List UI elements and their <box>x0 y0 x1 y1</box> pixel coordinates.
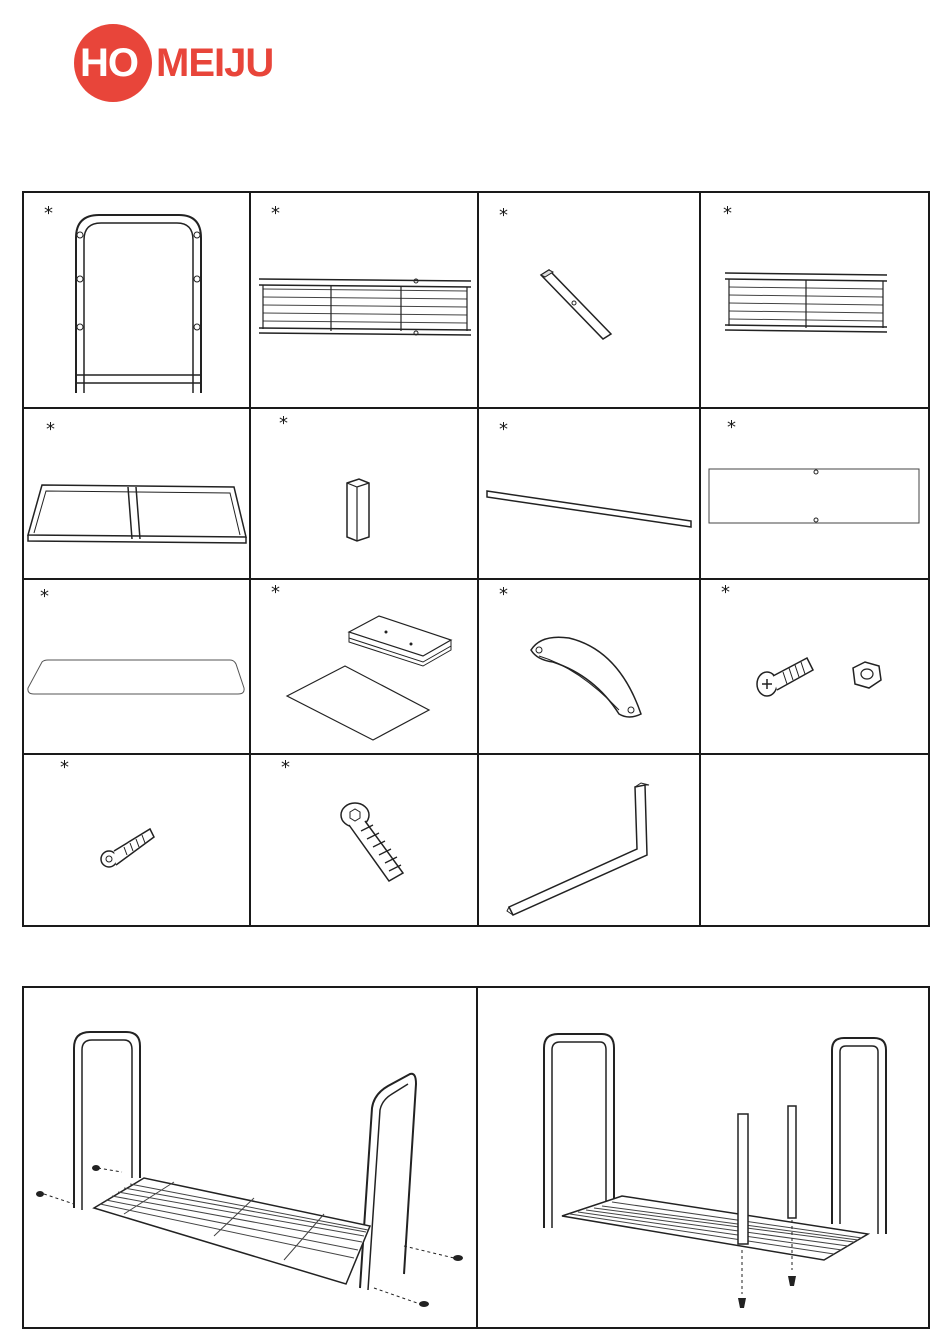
part-marker: * <box>60 757 69 778</box>
hex-bolt-long-illustration <box>251 755 477 927</box>
part-marker: * <box>499 584 508 605</box>
long-rod-illustration <box>479 409 699 578</box>
part-marker: * <box>46 419 55 440</box>
part-cell-flat-panel <box>701 409 930 578</box>
sheets-illustration <box>251 580 477 753</box>
part-cell-hex-bolt-short <box>24 755 249 927</box>
assembly-step-1-illustration <box>24 988 476 1327</box>
part-marker: * <box>40 586 49 607</box>
allen-key-illustration <box>479 755 699 927</box>
part-marker: * <box>271 203 280 224</box>
part-marker: * <box>723 203 732 224</box>
small-shelf-illustration <box>701 193 930 407</box>
brand-logo <box>74 22 294 104</box>
part-marker: * <box>281 757 290 778</box>
part-cell-base-frame <box>24 409 249 578</box>
upright-post-illustration <box>251 409 477 578</box>
part-cell-small-shelf <box>701 193 930 407</box>
part-cell-long-rod <box>479 409 699 578</box>
part-marker: * <box>727 417 736 438</box>
short-bar-illustration <box>479 193 699 407</box>
flat-panel-illustration <box>701 409 930 578</box>
part-marker: * <box>499 205 508 226</box>
part-cell-clear-board <box>24 580 249 753</box>
part-cell-handle <box>479 580 699 753</box>
parts-list-grid <box>22 191 930 927</box>
screw-nut-illustration <box>701 580 930 753</box>
part-cell-sheets <box>251 580 477 753</box>
logo-text-meiju: MEIJU <box>156 41 274 85</box>
part-cell-upright-post <box>251 409 477 578</box>
part-cell-allen-key <box>479 755 699 927</box>
hex-bolt-short-illustration <box>24 755 249 927</box>
part-marker: * <box>271 582 280 603</box>
assembly-step-2 <box>478 988 928 1327</box>
handle-illustration <box>479 580 699 753</box>
base-frame-illustration <box>24 409 249 578</box>
assembly-step-2-illustration <box>478 988 928 1327</box>
part-cell-large-shelf <box>251 193 477 407</box>
part-cell-empty <box>701 755 930 927</box>
part-cell-hex-bolt-long <box>251 755 477 927</box>
logo-text-ho: HO <box>80 41 138 85</box>
assembly-step-1 <box>24 988 476 1327</box>
part-marker: * <box>721 582 730 603</box>
part-marker: * <box>44 203 53 224</box>
side-frame-illustration <box>24 193 249 407</box>
clear-board-illustration <box>24 580 249 753</box>
part-cell-screw-nut <box>701 580 930 753</box>
assembly-steps <box>22 986 930 1329</box>
part-marker: * <box>499 419 508 440</box>
large-shelf-illustration <box>251 193 477 407</box>
part-cell-short-bar <box>479 193 699 407</box>
part-cell-side-frame <box>24 193 249 407</box>
part-marker: * <box>279 413 288 434</box>
